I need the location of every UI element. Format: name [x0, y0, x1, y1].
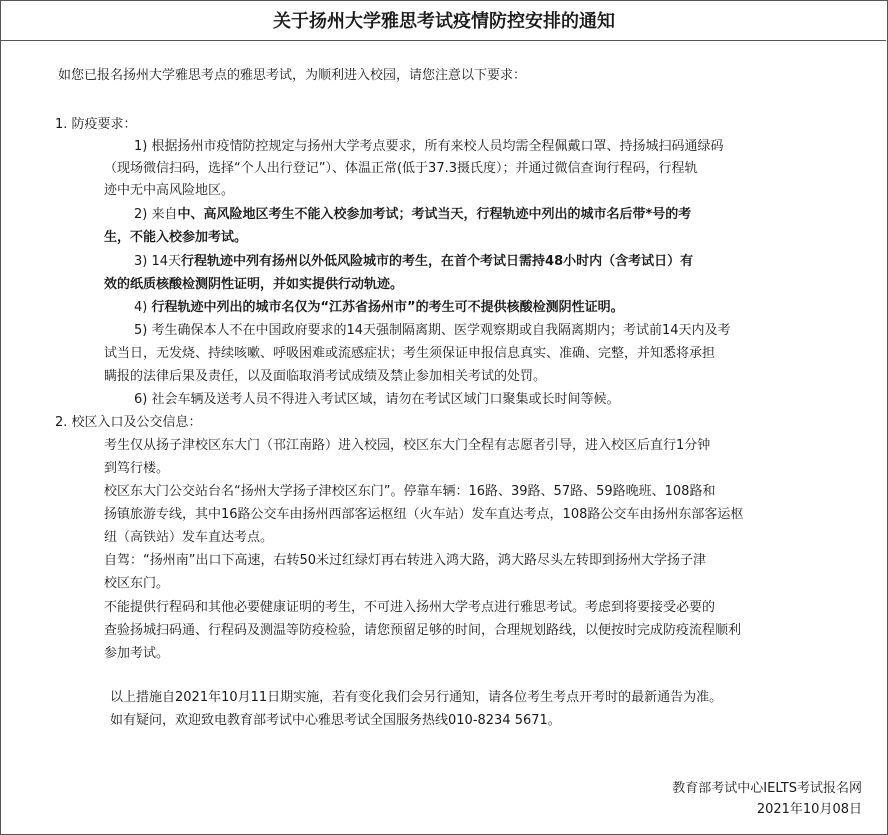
closing-line1: 以上措施自2021年10月11日期实施，若有变化我们会另行通知，请各位考生考点开考时的最新通告为准。 [110, 690, 723, 705]
s2-p3-line1: 自驾：“扬州南”出口下高速，右转50米过红绿灯再右转进入鸿大路，鸿大路尽头左转即到扬州大学扬子津 [104, 553, 707, 568]
s2-p1-line1: 考生仅从扬子津校区东大门（邗江南路）进入校园，校区东大门全程有志愿者引导，进入校区后直行1分钟 [104, 438, 711, 453]
item4-bold-1: 行程轨迹中列出的城市名仅为“江苏省扬州市”的考生可不提供核酸检测阴性证明。 [151, 300, 624, 315]
s2-p3-line2: 校区东门。 [104, 576, 170, 591]
s2-p4-line3: 参加考试。 [104, 646, 170, 661]
closing-line2: 如有疑问，欢迎致电教育部考试中心雅思考试全国服务热线010-8234 5671。 [110, 713, 561, 728]
item1-line3: 迹中无中高风险地区。 [104, 183, 235, 198]
item3-prefix: 3) 14天 [134, 254, 182, 269]
s2-p4-line2: 查验扬城扫码通、行程码及测温等防疫检验，请您预留足够的时间，合理规划路线，以便按时完成防疫流程顺利 [104, 623, 742, 638]
s2-p1-line2: 到笃行楼。 [104, 461, 170, 476]
item5-line2: 试当日，无发烧、持续咳嗽、呼吸困难或流感症状；考生须保证申报信息真实、准确、完整，并知悉将承担 [104, 346, 716, 361]
signature-date: 2021年10月08日 [756, 802, 862, 817]
item3-bold-1: 行程轨迹中列有扬州以外低风险城市的考生，在首个考试日需持48小时内（含考试日）有 [181, 254, 694, 269]
signature-org: 教育部考试中心IELTS考试报名网 [672, 781, 862, 796]
item6-line1: 6) 社会车辆及送考人员不得进入考试区域，请勿在考试区域门口聚集或长时间等候。 [134, 392, 620, 407]
section1-heading: 1. 防疫要求： [55, 117, 137, 132]
item2-line1 [134, 205, 691, 225]
item2-bold-1: 中、高风险地区考生不能入校参加考试；考试当天，行程轨迹中列出的城市名后带*号的考 [177, 207, 692, 222]
intro-text: 如您已报名扬州大学雅思考点的雅思考试，为顺利进入校园，请您注意以下要求： [58, 68, 527, 83]
item4-line1 [134, 298, 624, 318]
item5-line3: 瞒报的法律后果及责任，以及面临取消考试成绩及禁止参加相关考试的处罚。 [104, 369, 547, 384]
title-divider [0, 40, 886, 41]
item4-prefix: 4) [134, 300, 152, 315]
s2-p2-line1: 校区东大门公交站台名“扬州大学扬子津校区东门”。停靠车辆：16路、39路、57路、59路晚班、108路和 [104, 484, 716, 499]
s2-p4-line1: 不能提供行程码和其他必要健康证明的考生，不可进入扬州大学考点进行雅思考试。考虑到将要接受必要的 [104, 600, 716, 615]
item1-line2: （现场微信扫码，选择“个人出行登记”）、体温正常(低于37.3摄氏度）；并通过微信查询行程码，行程轨 [104, 161, 698, 176]
item3-line1 [134, 252, 693, 272]
item2-line2: 生，不能入校参加考试。 [104, 230, 248, 245]
item5-line1: 5) 考生确保本人不在中国政府要求的14天强制隔离期、医学观察期或自我隔离期内；考试前14天内及考 [134, 323, 731, 338]
section2-heading: 2. 校区入口及公交信息： [55, 415, 202, 430]
page-title: 关于扬州大学雅思考试疫情防控安排的通知 [273, 11, 615, 32]
s2-p2-line2: 扬镇旅游专线，其中16路公交车由扬州西部客运枢纽（火车站）发车直达考点，108路公交车由扬州东部客运枢 [104, 507, 744, 522]
item2-prefix: 2) 来自 [134, 207, 178, 222]
item3-line2: 效的纸质核酸检测阴性证明，并如实提供行动轨迹。 [104, 277, 404, 292]
item1-line1: 1) 根据扬州市疫情防控规定与扬州大学考点要求，所有来校人员均需全程佩戴口罩、持扬城扫码通绿码 [134, 139, 724, 154]
s2-p2-line3: 纽（高铁站）发车直达考点。 [104, 530, 274, 545]
